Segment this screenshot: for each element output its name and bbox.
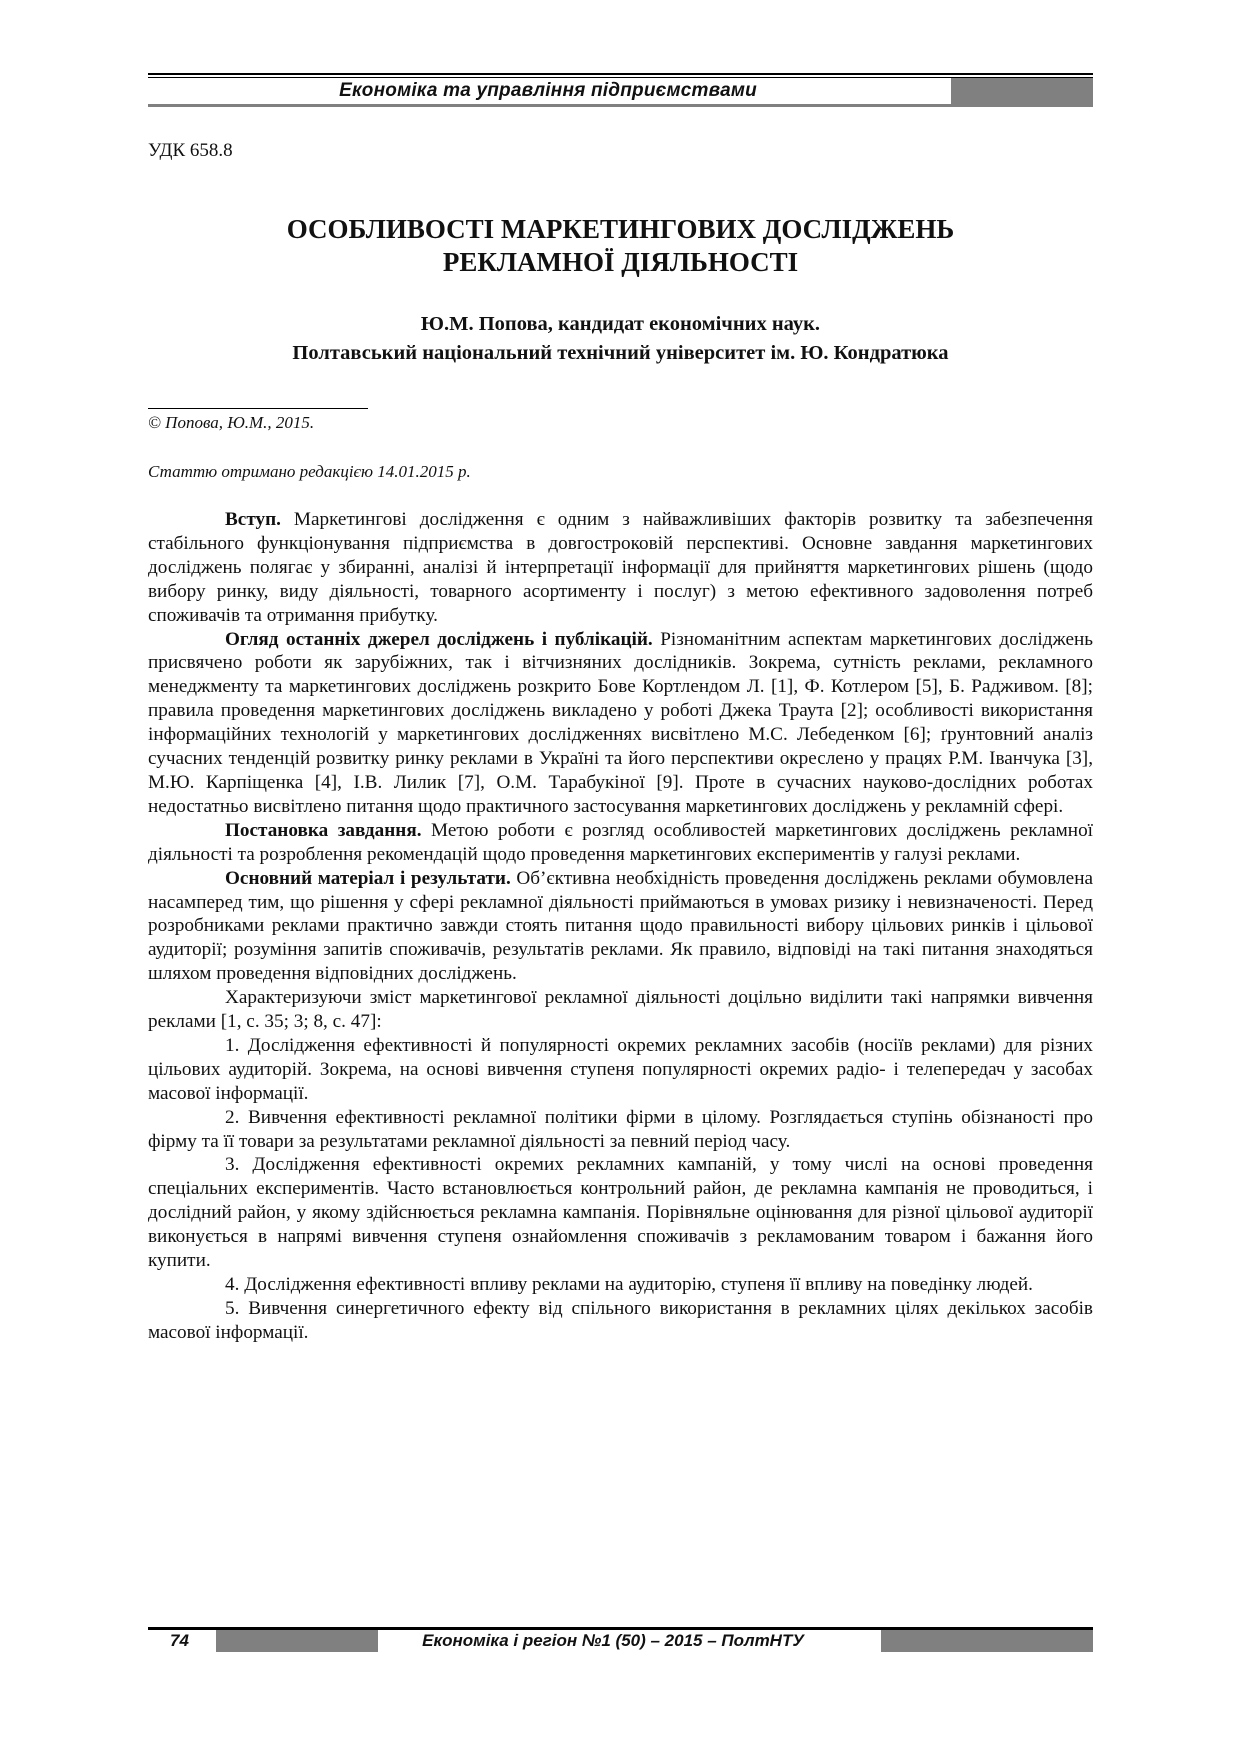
paragraph-directions-intro: Характеризуючи зміст маркетингової рекламної діяльності доцільно виділити такі напрямки вивчення реклами [1, с. 35; 3; 8, с. 47]:	[148, 987, 1093, 1033]
running-header	[148, 73, 1093, 107]
udk-code: УДК 658.8	[148, 140, 233, 161]
article-title	[148, 213, 1093, 279]
running-footer	[148, 1627, 1093, 1652]
footnote-rule	[148, 408, 368, 409]
received-date: Статтю отримано редакцією 14.01.2015 р.	[148, 462, 471, 481]
author-name: Ю.М. Попова, кандидат економічних наук.	[420, 313, 821, 335]
footer-gray-block-right	[881, 1630, 1093, 1652]
footer-gray-block-left	[216, 1630, 378, 1652]
journal-section-title: Економіка та управління підприємствами	[339, 80, 757, 101]
page-number: 74	[170, 1631, 189, 1650]
copyright-note: © Попова, Ю.М., 2015.	[148, 413, 315, 432]
author-block	[148, 310, 1093, 368]
journal-issue: Економіка і регіон №1 (50) – 2015 – ПолтНТУ	[422, 1631, 804, 1650]
list-item-5: 5. Вивчення синергетичного ефекту від спільного використання в рекламних цілях декількох засобів масової інформації.	[148, 1297, 1093, 1343]
article-title-line-1: ОСОБЛИВОСТІ МАРКЕТИНГОВИХ ДОСЛІДЖЕНЬ	[286, 214, 955, 244]
paragraph-lead: Вступ.	[225, 509, 281, 530]
paragraph-lead: Основний матеріал і результати.	[225, 867, 511, 889]
paragraph-lead: Огляд останніх джерел досліджень і публікацій.	[225, 628, 653, 650]
author-affiliation: Полтавський національний технічний університет ім. Ю. Кондратюка	[292, 342, 949, 364]
list-item-4: 4. Дослідження ефективності впливу реклами на аудиторію, ступеня її впливу на поведінку людей.	[225, 1274, 1033, 1295]
paragraph-problem-statement: Постановка завдання. Метою роботи є розгляд особливостей маркетингових досліджень рекламної діяльності та розроблення рекомендацій щодо проведення маркетингових експериментів у галузі реклами.	[148, 819, 1093, 865]
article-body	[148, 508, 1093, 1345]
header-gray-block	[951, 78, 1093, 107]
list-item-2: 2. Вивчення ефективності рекламної політики фірми в цілому. Розглядається ступінь обізнаності про фірму та її товари за результатами рекламної діяльності за певний період часу.	[148, 1106, 1093, 1152]
list-item-3: 3. Дослідження ефективності окремих рекламних кампаній, у тому числі на основі проведення спеціальних експериментів. Часто встановлюється контрольний район, де рекламна кампанія не проводиться, і дослідний район, у якому здійснюється рекламна кампанія. Порівняльне оцінювання для різної цільової аудиторії виконується в напрямі вивчення ступеня ознайомлення споживачів з рекламованим товаром і бажання його купити.	[148, 1154, 1093, 1272]
list-item-1: 1. Дослідження ефективності й популярності окремих рекламних засобів (носіїв реклами) для різних цільових аудиторій. Зокрема, на основі вивчення ступеня популярності окремих радіо- і телепередач у засобах масової інформації.	[148, 1034, 1093, 1104]
paragraph-lead: Постановка завдання.	[225, 819, 422, 841]
paragraph-introduction: Вступ. Маркетингові дослідження є одним з найважливіших факторів розвитку та забезпечення стабільного функціонування підприємства в довгостроковій перспективі. Основне завдання маркетингових досліджень полягає у збиранні, аналізі й інтерпретації інформації для прийняття маркетингових рішень (щодо вибору ринку, виду діяльності, товарного асортименту і послуг) з метою ефективного задоволення потреб споживачів та отримання прибутку.	[148, 509, 1093, 626]
paragraph-literature-review: Огляд останніх джерел досліджень і публікацій. Різноманітним аспектам маркетингових досліджень присвячено роботи як зарубіжних, так і вітчизняних дослідників. Зокрема, сутність реклами, рекламного менеджменту та маркетингових досліджень розкрито Бове Кортлендом Л. [1], Ф. Котлером [5], Б. Радживом. [8]; правила проведення маркетингових досліджень викладено у роботі Джека Траута [2]; особливості використання інформаційних технологій у маркетингових дослідженнях висвітлено М.С. Лебеденком [6]; ґрунтовний аналіз сучасних тенденцій розвитку ринку реклами в Україні та його перспективи окреслено у працях Р.М. Іванчука [3], М.Ю. Карпіщенка [4], І.В. Лилик [7], О.М. Тарабукіної [9]. Проте в сучасних науково-дослідних роботах недостатньо висвітлено питання щодо практичного застосування маркетингових досліджень у рекламній сфері.	[148, 628, 1093, 817]
article-title-line-2: РЕКЛАМНОЇ ДІЯЛЬНОСТІ	[442, 247, 799, 277]
paragraph-main-material: Основний матеріал і результати. Об’єктивна необхідність проведення досліджень реклами обумовлена насамперед тим, що рішення у сфері рекламної діяльності приймаються в умовах ризику і невизначеності. Перед розробниками реклами практично завжди стоять питання щодо правильності вибору цільових ринків і цільової аудиторії; розуміння запитів споживачів, результатів реклами. Як правило, відповіді на такі питання знаходяться шляхом проведення відповідних досліджень.	[148, 867, 1093, 985]
